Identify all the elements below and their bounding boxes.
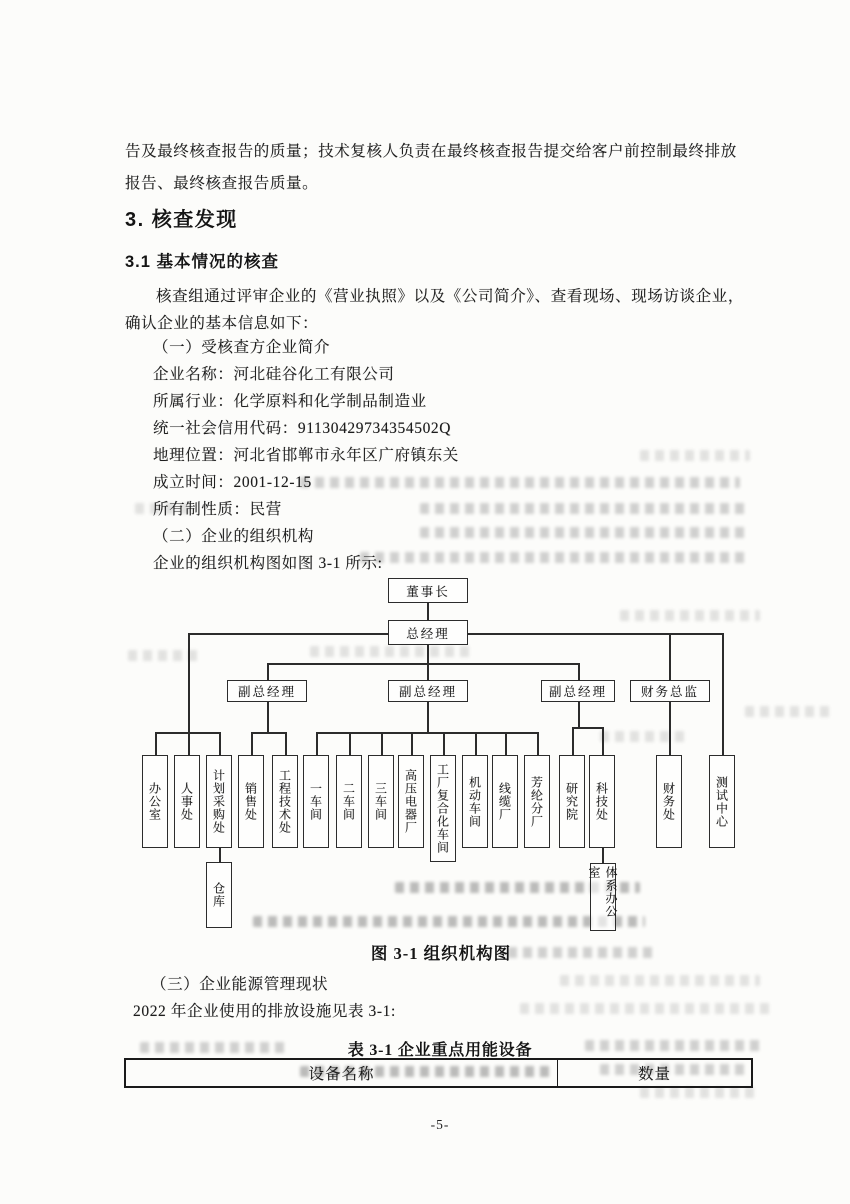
connector-line	[267, 663, 578, 665]
org-node-hr: 人事处	[174, 755, 200, 848]
bleedthrough-smudge	[560, 975, 760, 986]
connector-line	[219, 848, 221, 862]
org-node-deputy-gm-3: 副总经理	[541, 680, 615, 702]
org-node-sales: 销售处	[238, 755, 264, 848]
connector-line	[285, 732, 287, 755]
info-line-founded: 成立时间：2001-12-15	[153, 474, 312, 491]
connector-line	[443, 732, 445, 755]
table-header-quantity: 数量	[637, 1066, 671, 1083]
connector-line	[669, 633, 671, 680]
org-node-office: 办公室	[142, 755, 168, 848]
org-node-workshop-2: 二车间	[336, 755, 362, 848]
org-node-motor-workshop: 机动车间	[462, 755, 488, 848]
section-heading: 3. 核查发现	[125, 209, 238, 231]
info-line-location: 地理位置：河北省邯郸市永年区广府镇东关	[153, 447, 459, 464]
connector-line	[188, 633, 388, 635]
org-node-composite-workshop: 工厂复合化车间	[430, 755, 456, 862]
org-node-finance-director: 财务总监	[630, 680, 710, 702]
bleedthrough-smudge	[640, 450, 750, 461]
connector-line	[537, 732, 539, 755]
connector-line	[349, 732, 351, 755]
connector-line	[267, 702, 269, 732]
connector-line	[251, 732, 285, 734]
connector-line	[219, 732, 221, 755]
org-node-aramid-branch: 芳纶分厂	[524, 755, 550, 848]
connector-line	[505, 732, 507, 755]
org-node-chairman: 董事长	[388, 578, 468, 603]
connector-line	[155, 732, 157, 755]
table-header-device-name: 设备名称	[126, 1060, 558, 1086]
org-node-deputy-gm-2: 副总经理	[388, 680, 468, 702]
body-line: 2022 年企业使用的排放设施见表 3-1:	[133, 1003, 396, 1020]
connector-line	[251, 732, 253, 755]
connector-line	[722, 633, 724, 755]
info-line-ownership: 所有制性质：民营	[153, 501, 282, 518]
equipment-table	[124, 1058, 753, 1088]
bleedthrough-smudge	[140, 1042, 290, 1053]
connector-line	[475, 732, 477, 755]
connector-line	[669, 702, 671, 755]
info-line-company-intro: （一）受核查方企业简介	[153, 339, 331, 356]
table-title: 表 3-1 企业重点用能设备	[347, 1042, 533, 1059]
org-chart	[0, 575, 850, 975]
connector-line	[578, 702, 580, 727]
bleedthrough-smudge	[520, 1003, 770, 1014]
org-node-sci-tech: 科技处	[589, 755, 615, 848]
connector-line	[602, 848, 604, 863]
connector-line	[316, 732, 318, 755]
connector-line	[411, 732, 413, 755]
info-line-figure-ref: 企业的组织机构图如图 3-1 所示:	[153, 555, 383, 572]
info-line-company-name: 企业名称：河北硅谷化工有限公司	[153, 366, 395, 383]
org-node-engineering-tech: 工程技术处	[272, 755, 298, 848]
connector-line	[155, 732, 219, 734]
org-node-hv-electric-plant: 高压电器厂	[398, 755, 424, 848]
connector-line	[381, 732, 383, 755]
org-node-workshop-1: 一车间	[303, 755, 329, 848]
connector-line	[427, 702, 429, 732]
connector-line	[578, 663, 580, 680]
org-node-research-institute: 研究院	[559, 755, 585, 848]
bleedthrough-smudge	[585, 1040, 765, 1051]
org-node-workshop-3: 三车间	[368, 755, 394, 848]
bleedthrough-smudge	[360, 552, 750, 563]
org-node-general-manager: 总经理	[388, 620, 468, 645]
org-node-deputy-gm-1: 副总经理	[227, 680, 307, 702]
info-line-credit-code: 统一社会信用代码：91130429734354502Q	[153, 420, 452, 437]
page-number: -5-	[430, 1117, 450, 1132]
org-node-cable-plant: 线缆厂	[492, 755, 518, 848]
org-node-warehouse: 仓库	[206, 862, 232, 928]
body-line: 告及最终核查报告的质量；技术复核人负责在最终核查报告提交给客户前控制最终排放	[125, 143, 737, 160]
connector-line	[427, 645, 429, 663]
body-line: 确认企业的基本信息如下：	[125, 315, 319, 332]
connector-line	[602, 727, 604, 755]
connector-line	[468, 633, 723, 635]
connector-line	[572, 727, 574, 755]
org-node-test-center: 测试中心	[709, 755, 735, 848]
org-node-planning-procurement: 计划采购处	[206, 755, 232, 848]
bleedthrough-smudge	[420, 503, 750, 514]
figure-caption: 图 3-1 组织机构图	[370, 944, 512, 963]
subsection-heading: 3.1 基本情况的核查	[125, 253, 280, 271]
connector-line	[427, 603, 429, 620]
connector-line	[572, 727, 602, 729]
info-line-energy-mgmt: （三）企业能源管理现状	[151, 976, 329, 993]
bleedthrough-smudge	[640, 1087, 760, 1098]
body-line: 报告、最终核查报告质量。	[125, 175, 319, 192]
bleedthrough-smudge	[420, 527, 750, 538]
connector-line	[188, 633, 190, 755]
org-node-finance-dept: 财务处	[656, 755, 682, 848]
org-node-system-office: 体系办公室	[590, 863, 616, 931]
connector-line	[267, 663, 269, 680]
info-line-org-structure: （二）企业的组织机构	[153, 528, 315, 545]
connector-line	[427, 663, 429, 680]
bleedthrough-smudge	[300, 477, 740, 488]
body-line: 核查组通过评审企业的《营业执照》以及《公司简介》、查看现场、现场访谈企业，	[156, 288, 744, 305]
info-line-industry: 所属行业：化学原料和化学制品制造业	[153, 393, 427, 410]
